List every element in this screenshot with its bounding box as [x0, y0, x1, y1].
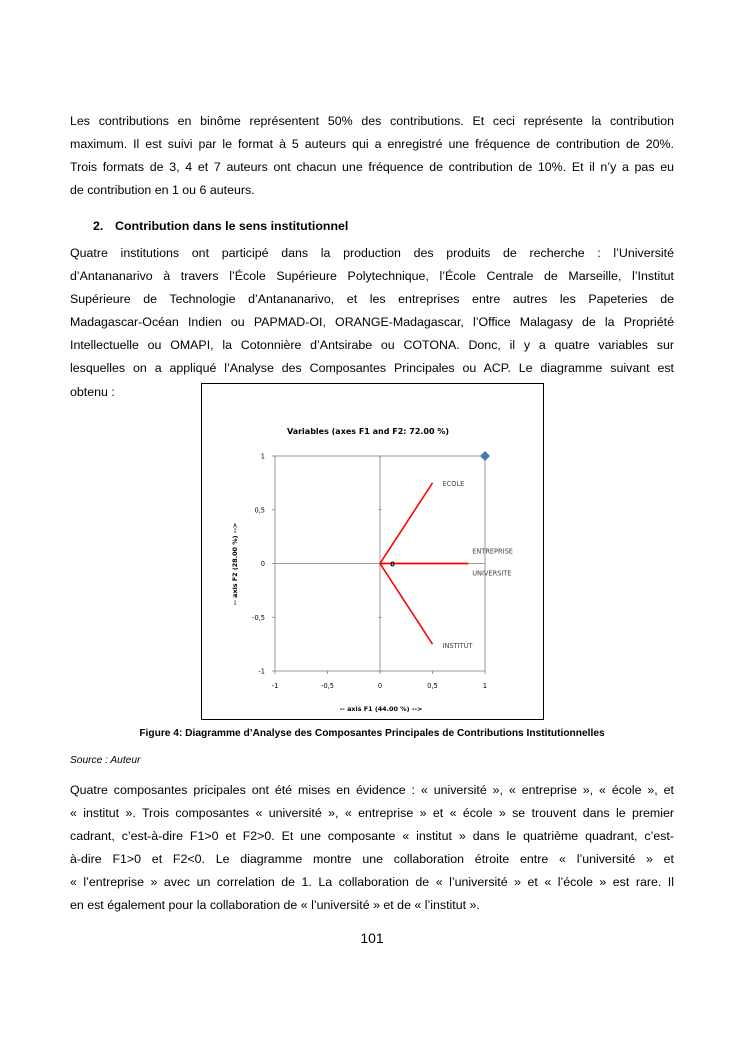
- chart-title: Variables (axes F1 and F2: 72.00 %): [286, 427, 450, 436]
- paragraph-line: de contribution en 1 ou 6 auteurs.: [70, 183, 255, 198]
- paragraph-line: Intellectuelle ou OMAPI, la Cotonnière d’Antsirabe ou COTONA. Donc, il y a quatre variables sur: [70, 338, 674, 353]
- observation-marker: [480, 451, 490, 461]
- paragraph-line: cadrant, c’est-à-dire F1>0 et F2>0. Et une composante « institut » dans le quatrième quadrant, c’est-: [70, 829, 674, 844]
- x-tick-label: 0: [377, 682, 383, 690]
- origin-label: 0: [390, 560, 395, 569]
- variable-label-entreprise: ENTREPRISE: [472, 547, 513, 556]
- paragraph-line: à-dire F1>0 et F2<0. Le diagramme montre une collaboration étroite entre « l’université » et: [70, 852, 674, 867]
- figure-caption: Figure 4: Diagramme d’Analyse des Composantes Principales de Contributions Institutionnelles: [139, 728, 605, 739]
- y-tick-label: -0,5: [252, 613, 265, 622]
- x-tick-label: -0,5: [321, 682, 334, 690]
- section-title: Contribution dans le sens institutionnel: [115, 219, 349, 233]
- paragraph-line: obtenu :: [70, 384, 115, 399]
- paragraph-analysis: [70, 779, 674, 918]
- paragraph-binome-contributions: [70, 110, 674, 202]
- x-tick-label: -1: [271, 682, 279, 690]
- y-tick-label: 1: [260, 452, 265, 461]
- variable-label-universite: UNIVERSITE: [472, 569, 512, 578]
- paragraph-line: maximum. Il est suivi par le format à 5 auteurs qui a enregistré une fréquence de contribution de 20%.: [70, 137, 674, 152]
- paragraph-line: Quatre composantes pricipales ont été mises en évidence : « université », « entreprise », « école », et: [70, 783, 674, 797]
- paragraph-institutions: [70, 242, 674, 404]
- y-tick-label: 0,5: [254, 506, 265, 515]
- page-number: 101: [360, 930, 384, 946]
- paragraph-line: lesquelles on a appliqué l’Analyse des Composantes Principales ou ACP. Le diagramme suivant est: [70, 361, 674, 376]
- paragraph-line: « institut ». Trois composantes « université », « entreprise » et « école » se trouvent dans le premier: [70, 806, 674, 821]
- x-tick-label: 1: [482, 682, 488, 690]
- pca-variables-chart: [202, 384, 543, 719]
- x-tick-label: 0,5: [427, 682, 438, 690]
- paragraph-line: d’Antananarivo à travers l’École Supérieure Polytechnique, l’École Centrale de Marseille, l’Institut: [70, 269, 674, 284]
- section-heading: [93, 219, 348, 233]
- variable-label-ecole: ECOLE: [442, 479, 465, 488]
- paragraph-line: Trois formats de 3, 4 et 7 auteurs ont chacun une fréquence de contribution de 10%. Et il n’y a pas eu: [70, 160, 674, 175]
- section-number: 2.: [93, 219, 104, 233]
- paragraph-line: Les contributions en binôme représentent 50% des contributions. Et ceci représente la contribution: [70, 114, 674, 128]
- pca-figure: [201, 383, 544, 720]
- y-tick-label: 0: [260, 560, 265, 568]
- variable-vector-ecole: [380, 483, 433, 564]
- x-axis-label: -- axis F1 (44.00 %) -->: [339, 705, 423, 713]
- y-axis-label: -- axis F2 (28.00 %) -->: [231, 522, 239, 606]
- variable-vector-institut: [380, 564, 433, 645]
- variable-label-institut: INSTITUT: [442, 642, 473, 651]
- figure-source: Source : Auteur: [70, 755, 141, 766]
- paragraph-line: Madagascar-Océan Indien ou PAPMAD-OI, ORANGE-Madagascar, l’Office Malagasy de la Propriété: [70, 315, 674, 330]
- paragraph-line: Supérieure de Technologie d’Antananarivo, et les entreprises entre autres les Papeteries de: [70, 292, 674, 307]
- paragraph-line: « l’entreprise » avec un correlation de 1. La collaboration de « l’université » et « l’école » est rare. Il: [70, 875, 674, 890]
- paragraph-line: Quatre institutions ont participé dans la production des produits de recherche : l’Université: [70, 246, 674, 260]
- paragraph-line: en est également pour la collaboration de « l’université » et de « l’institut ».: [70, 898, 480, 913]
- y-tick-label: -1: [258, 667, 265, 676]
